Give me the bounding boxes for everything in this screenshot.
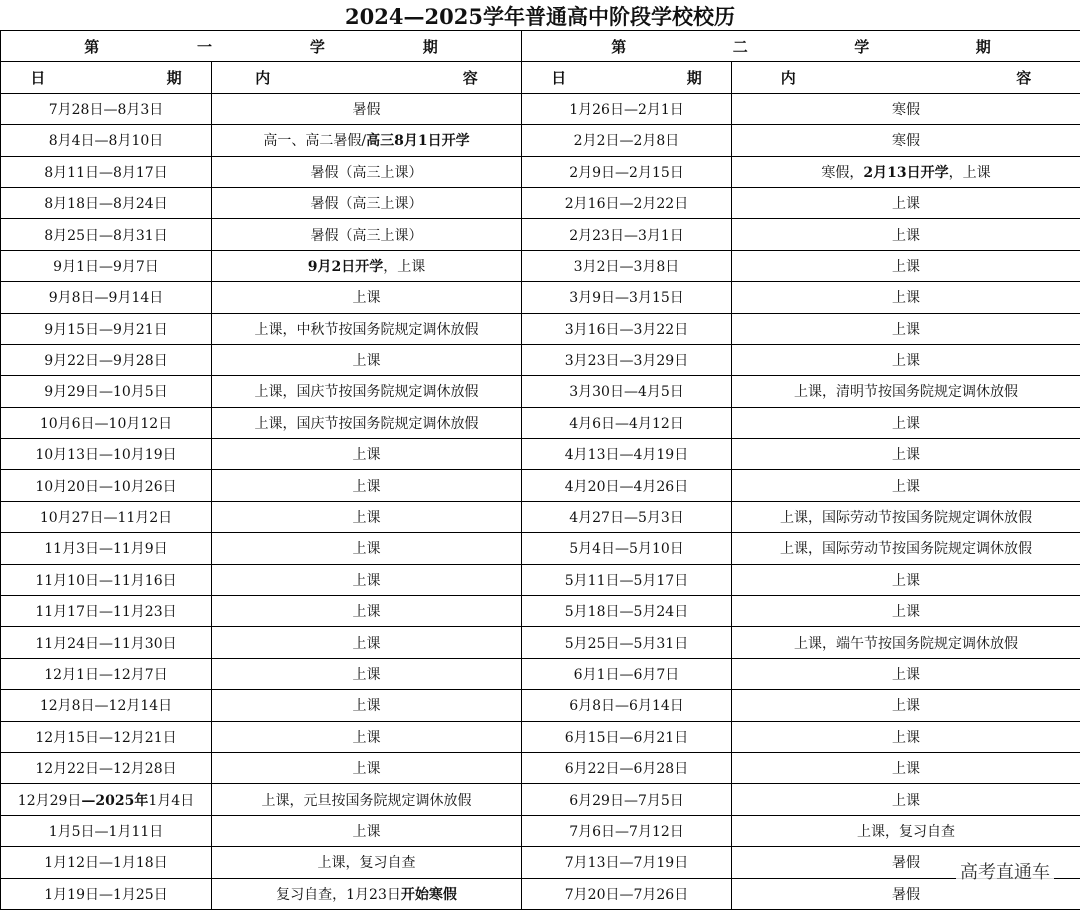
first-semester-date-cell	[1, 690, 212, 721]
bold-text-segment: 9月2日开学	[307, 258, 384, 275]
second-semester-content-cell	[732, 470, 1080, 501]
header-char: 内	[780, 69, 796, 88]
second-semester-content-cell	[732, 721, 1080, 752]
semester-char: 第	[84, 37, 100, 56]
cell-text: 11月3日—11月9日	[44, 541, 168, 558]
first-semester-date-cell	[1, 847, 212, 878]
column-header-row	[1, 62, 1080, 93]
bold-text-segment: 高三8月1日开学	[366, 133, 470, 150]
content-column-header	[732, 62, 1080, 93]
text-segment: 12月29日	[17, 792, 82, 809]
second-semester-content-cell	[732, 596, 1080, 627]
cell-text: 5月18日—5月24日	[564, 604, 689, 621]
text-segment: 上课	[352, 572, 381, 589]
text-segment: 上课	[892, 698, 920, 715]
cell-text: 12月8日—12月14日	[39, 698, 173, 715]
text-segment: 上课	[352, 510, 381, 527]
semester-char: 期	[422, 37, 438, 56]
first-semester-content-cell	[212, 690, 522, 721]
second-semester-date-cell	[522, 407, 732, 438]
first-semester-content-cell	[212, 156, 522, 187]
semester-char: 第	[611, 37, 627, 56]
header-char: 期	[166, 69, 182, 88]
text-segment: 暑假	[892, 855, 920, 872]
cell-text: 10月6日—10月12日	[39, 415, 173, 432]
table-row	[1, 407, 1080, 438]
cell-text: 1月19日—1月25日	[44, 886, 168, 903]
text-segment: 上课	[352, 667, 381, 683]
cell-text: 3月23日—3月29日	[564, 353, 689, 370]
first-semester-date-cell	[1, 596, 212, 627]
first-semester-date-cell	[1, 187, 212, 218]
second-semester-content-cell	[732, 439, 1080, 470]
cell-text: 9月22日—9月28日	[44, 353, 168, 370]
text-segment: 上课	[352, 478, 381, 495]
text-segment: 上课	[352, 635, 381, 652]
second-semester-content-cell	[732, 784, 1080, 815]
first-semester-content-cell	[212, 219, 522, 250]
text-segment: 上课，端午节按国务院规定调休放假	[794, 635, 1018, 652]
text-segment: 1月4日	[148, 792, 195, 809]
second-semester-content-cell	[732, 690, 1080, 721]
table-row	[1, 156, 1080, 187]
second-semester-date-cell	[522, 376, 732, 407]
first-semester-content-cell	[212, 93, 522, 124]
second-semester-date-cell	[522, 470, 732, 501]
first-semester-content-cell	[212, 564, 522, 595]
cell-text: 8月11日—8月17日	[44, 164, 168, 181]
cell-text: 1月12日—1月18日	[44, 855, 168, 872]
text-segment: 上课	[352, 729, 381, 746]
bold-text-segment: —2025年	[81, 792, 149, 809]
second-semester-date-cell	[522, 721, 732, 752]
first-semester-content-cell	[212, 250, 522, 281]
cell-text: 9月15日—9月21日	[44, 321, 168, 338]
text-segment: ，上课	[948, 164, 991, 181]
text-segment: 上课，复习自查	[857, 823, 955, 840]
first-semester-content-cell	[212, 752, 522, 783]
cell-text: 10月13日—10月19日	[35, 447, 177, 464]
cell-text: 1月5日—1月11日	[48, 823, 164, 840]
table-row	[1, 752, 1080, 783]
cell-text: 7月28日—8月3日	[48, 101, 164, 118]
table-row	[1, 627, 1080, 658]
second-semester-date-cell	[522, 439, 732, 470]
second-semester-content-cell	[732, 282, 1080, 313]
first-semester-header	[1, 31, 522, 62]
cell-text: 9月29日—10月5日	[44, 384, 168, 401]
text-segment: 上课	[352, 604, 381, 621]
text-segment: 寒假	[892, 133, 920, 150]
date-column-header	[522, 62, 732, 93]
text-segment: 上课	[352, 290, 381, 307]
first-semester-date-cell	[1, 313, 212, 344]
cell-text: 7月6日—7月12日	[569, 823, 684, 840]
first-semester-date-cell	[1, 784, 212, 815]
text-segment: 上课	[892, 478, 920, 495]
calendar-body	[1, 93, 1080, 909]
text-segment: 高一、高二暑假/	[263, 133, 367, 150]
text-segment: 上课，国庆节按国务院规定调休放假	[254, 384, 479, 401]
second-semester-date-cell	[522, 156, 732, 187]
text-segment: 上课，国际劳动节按国务院规定调休放假	[780, 510, 1032, 527]
second-semester-date-cell	[522, 282, 732, 313]
table-row	[1, 596, 1080, 627]
text-segment: 上课	[352, 823, 381, 840]
cell-text: 2月16日—2月22日	[564, 196, 689, 213]
first-semester-date-cell	[1, 470, 212, 501]
text-segment: 上课	[352, 698, 381, 715]
first-semester-date-cell	[1, 533, 212, 564]
second-semester-content-cell	[732, 187, 1080, 218]
second-semester-content-cell	[732, 815, 1080, 846]
cell-text: 5月4日—5月10日	[569, 541, 684, 558]
second-semester-content-cell	[732, 752, 1080, 783]
text-segment: 上课	[892, 447, 920, 464]
first-semester-content-cell	[212, 533, 522, 564]
cell-text: 2月9日—2月15日	[569, 164, 684, 181]
bold-text-segment: 2月13日开学	[863, 164, 949, 181]
first-semester-content-cell	[212, 658, 522, 689]
first-semester-content-cell	[212, 313, 522, 344]
second-semester-date-cell	[522, 878, 732, 909]
first-semester-date-cell	[1, 156, 212, 187]
second-semester-date-cell	[522, 533, 732, 564]
text-segment: 上课	[892, 729, 920, 746]
text-segment: 上课	[892, 415, 920, 432]
table-row	[1, 815, 1080, 846]
table-row	[1, 376, 1080, 407]
cell-text: 6月22日—6月28日	[564, 761, 689, 778]
text-segment: 暑假（高三上课）	[310, 196, 423, 213]
first-semester-date-cell	[1, 815, 212, 846]
second-semester-date-cell	[522, 125, 732, 156]
first-semester-date-cell	[1, 219, 212, 250]
text-segment: 上课，复习自查	[317, 855, 416, 872]
second-semester-date-cell	[522, 344, 732, 375]
first-semester-content-cell	[212, 815, 522, 846]
cell-text: 4月27日—5月3日	[569, 510, 684, 527]
second-semester-date-cell	[522, 690, 732, 721]
text-segment: 上课	[892, 572, 920, 589]
first-semester-date-cell	[1, 93, 212, 124]
table-row	[1, 219, 1080, 250]
first-semester-content-cell	[212, 282, 522, 313]
first-semester-content-cell	[212, 125, 522, 156]
second-semester-date-cell	[522, 93, 732, 124]
cell-text: 5月25日—5月31日	[564, 635, 689, 652]
cell-text: 5月11日—5月17日	[564, 572, 689, 589]
cell-text: 4月20日—4月26日	[564, 478, 689, 495]
text-segment: 上课，元旦按国务院规定调休放假	[261, 792, 472, 809]
text-segment: 上课	[892, 761, 920, 778]
second-semester-date-cell	[522, 752, 732, 783]
text-segment: 寒假	[892, 101, 920, 118]
first-semester-date-cell	[1, 501, 212, 532]
first-semester-content-cell	[212, 596, 522, 627]
first-semester-date-cell	[1, 564, 212, 595]
table-row	[1, 501, 1080, 532]
second-semester-content-cell	[732, 501, 1080, 532]
first-semester-content-cell	[212, 407, 522, 438]
first-semester-date-cell	[1, 878, 212, 909]
header-char: 期	[686, 69, 702, 88]
table-row	[1, 721, 1080, 752]
first-semester-content-cell	[212, 784, 522, 815]
cell-text: 6月1日—6月7日	[573, 667, 680, 683]
first-semester-date-cell	[1, 627, 212, 658]
second-semester-date-cell	[522, 847, 732, 878]
second-semester-date-cell	[522, 815, 732, 846]
cell-text: 6月15日—6月21日	[564, 729, 689, 746]
header-char: 日	[551, 69, 567, 88]
second-semester-content-cell	[732, 125, 1080, 156]
second-semester-content-cell	[732, 564, 1080, 595]
text-segment: 复习自查，1月23日	[276, 886, 401, 903]
semester-char: 一	[197, 37, 213, 56]
first-semester-date-cell	[1, 376, 212, 407]
first-semester-date-cell	[1, 658, 212, 689]
first-semester-content-cell	[212, 501, 522, 532]
cell-text: 11月17日—11月23日	[35, 604, 177, 621]
table-row	[1, 690, 1080, 721]
first-semester-date-cell	[1, 439, 212, 470]
second-semester-date-cell	[522, 501, 732, 532]
second-semester-content-cell	[732, 344, 1080, 375]
second-semester-date-cell	[522, 313, 732, 344]
cell-text: 9月1日—9月7日	[53, 258, 159, 275]
first-semester-date-cell	[1, 125, 212, 156]
text-segment: 上课	[352, 541, 381, 558]
first-semester-content-cell	[212, 376, 522, 407]
table-row	[1, 250, 1080, 281]
text-segment: 暑假	[892, 886, 920, 903]
text-segment: 上课，国际劳动节按国务院规定调休放假	[780, 541, 1032, 558]
text-segment: 上课，国庆节按国务院规定调休放假	[254, 415, 479, 432]
cell-text: 3月30日—4月5日	[569, 384, 684, 401]
bold-text-segment: 开始寒假	[400, 886, 457, 903]
cell-text: 6月29日—7月5日	[569, 792, 684, 809]
cell-text: 9月8日—9月14日	[48, 290, 164, 307]
semester-char: 学	[309, 37, 325, 56]
table-row	[1, 93, 1080, 124]
first-semester-content-cell	[212, 187, 522, 218]
semester-header-row	[1, 31, 1080, 62]
semester-char: 期	[975, 37, 991, 56]
cell-text: 11月24日—11月30日	[35, 635, 177, 652]
first-semester-date-cell	[1, 344, 212, 375]
cell-text: 4月13日—4月19日	[564, 447, 689, 464]
second-semester-date-cell	[522, 187, 732, 218]
table-row	[1, 439, 1080, 470]
table-row	[1, 282, 1080, 313]
text-segment: 上课，中秋节按国务院规定调休放假	[254, 321, 479, 338]
semester-char: 学	[854, 37, 870, 56]
text-segment: 上课	[892, 196, 920, 213]
cell-text: 3月16日—3月22日	[564, 321, 689, 338]
text-segment: 上课	[352, 353, 381, 370]
text-segment: 上课	[352, 761, 381, 778]
text-segment: 上课	[892, 792, 920, 809]
header-char: 内	[255, 69, 271, 88]
watermark: 高考直通车	[956, 858, 1054, 884]
table-row	[1, 847, 1080, 878]
first-semester-date-cell	[1, 250, 212, 281]
cell-text: 3月2日—3月8日	[573, 258, 680, 275]
first-semester-content-cell	[212, 470, 522, 501]
header-char: 容	[462, 69, 478, 88]
cell-text: 8月18日—8月24日	[44, 196, 168, 213]
second-semester-date-cell	[522, 564, 732, 595]
first-semester-date-cell	[1, 721, 212, 752]
cell-text: 8月25日—8月31日	[44, 227, 168, 244]
cell-text: 7月20日—7月26日	[564, 886, 689, 903]
cell-text: 10月27日—11月2日	[39, 510, 173, 527]
first-semester-date-cell	[1, 752, 212, 783]
cell-text: 2月2日—2月8日	[573, 133, 680, 150]
table-row	[1, 784, 1080, 815]
date-column-header	[1, 62, 212, 93]
first-semester-content-cell	[212, 439, 522, 470]
table-row	[1, 344, 1080, 375]
cell-text: 12月15日—12月21日	[35, 729, 177, 746]
second-semester-date-cell	[522, 658, 732, 689]
text-segment: 上课	[892, 227, 920, 244]
semester-char: 二	[732, 37, 748, 56]
table-row	[1, 658, 1080, 689]
cell-text: 10月20日—10月26日	[35, 478, 177, 495]
content-column-header	[212, 62, 522, 93]
cell-text: 1月26日—2月1日	[569, 101, 684, 118]
text-segment: 上课	[892, 258, 920, 275]
cell-text: 6月8日—6月14日	[569, 698, 684, 715]
first-semester-date-cell	[1, 407, 212, 438]
first-semester-content-cell	[212, 878, 522, 909]
second-semester-content-cell	[732, 93, 1080, 124]
text-segment: 上课	[352, 447, 381, 464]
first-semester-content-cell	[212, 344, 522, 375]
second-semester-content-cell	[732, 627, 1080, 658]
cell-text: 4月6日—4月12日	[569, 415, 684, 432]
table-row	[1, 878, 1080, 909]
cell-text: 7月13日—7月19日	[564, 855, 689, 872]
table-row	[1, 187, 1080, 218]
first-semester-date-cell	[1, 282, 212, 313]
second-semester-date-cell	[522, 219, 732, 250]
cell-text: 3月9日—3月15日	[569, 290, 684, 307]
second-semester-date-cell	[522, 784, 732, 815]
second-semester-date-cell	[522, 627, 732, 658]
second-semester-content-cell	[732, 250, 1080, 281]
cell-text: 8月4日—8月10日	[48, 133, 164, 150]
second-semester-content-cell	[732, 533, 1080, 564]
second-semester-header	[522, 31, 1080, 62]
second-semester-content-cell	[732, 219, 1080, 250]
text-segment: 暑假（高三上课）	[310, 164, 423, 181]
first-semester-content-cell	[212, 847, 522, 878]
second-semester-content-cell	[732, 407, 1080, 438]
second-semester-content-cell	[732, 376, 1080, 407]
second-semester-date-cell	[522, 596, 732, 627]
cell-text: 11月10日—11月16日	[35, 572, 177, 589]
text-segment: 上课	[892, 667, 920, 683]
text-segment: 暑假	[352, 101, 381, 118]
table-row	[1, 470, 1080, 501]
text-segment: 上课	[892, 353, 920, 370]
header-char: 容	[1016, 69, 1032, 88]
text-segment: 上课，清明节按国务院规定调休放假	[794, 384, 1018, 401]
second-semester-content-cell	[732, 156, 1080, 187]
first-semester-content-cell	[212, 721, 522, 752]
page-title: 2024—2025学年普通高中阶段学校校历	[345, 4, 735, 29]
school-calendar-table	[0, 30, 1080, 910]
text-segment: 上课	[892, 604, 920, 621]
table-row	[1, 125, 1080, 156]
cell-text: 12月1日—12月7日	[44, 667, 168, 683]
text-segment: 上课	[892, 290, 920, 307]
second-semester-content-cell	[732, 658, 1080, 689]
header-char: 日	[30, 69, 46, 88]
table-row	[1, 564, 1080, 595]
second-semester-date-cell	[522, 250, 732, 281]
table-row	[1, 533, 1080, 564]
first-semester-content-cell	[212, 627, 522, 658]
text-segment: 暑假（高三上课）	[310, 227, 423, 244]
cell-text: 2月23日—3月1日	[569, 227, 684, 244]
text-segment: 上课	[892, 321, 920, 338]
text-segment: 寒假，	[821, 164, 864, 181]
table-row	[1, 313, 1080, 344]
cell-text: 12月22日—12月28日	[35, 761, 177, 778]
text-segment: ，上课	[383, 258, 426, 275]
second-semester-content-cell	[732, 313, 1080, 344]
